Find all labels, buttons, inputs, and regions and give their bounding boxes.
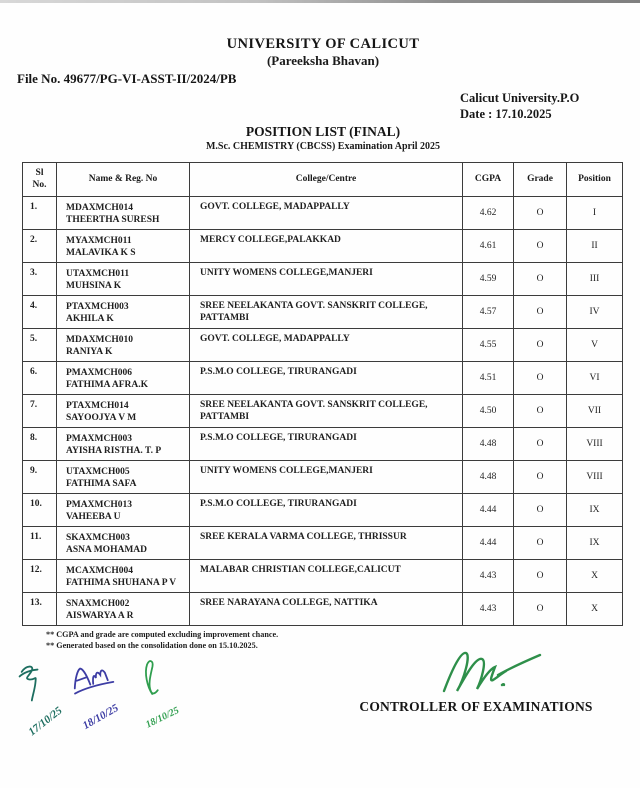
header-college: College/Centre bbox=[190, 163, 463, 197]
college-name: UNITY WOMENS COLLEGE,MANJERI bbox=[200, 268, 373, 278]
college-name: GOVT. COLLEGE, MADAPPALLY bbox=[200, 334, 350, 344]
footnote-consolidation: ** Generated based on the consolidation done on 15.10.2025. bbox=[46, 641, 258, 650]
grade-cell: O bbox=[514, 263, 567, 296]
grade-cell: O bbox=[514, 296, 567, 329]
college-cell bbox=[190, 230, 463, 263]
table-row bbox=[23, 494, 623, 527]
handwritten-initial-2 bbox=[70, 662, 121, 732]
cgpa-cell: 4.48 bbox=[463, 461, 514, 494]
college-cell bbox=[190, 395, 463, 428]
table-row bbox=[23, 296, 623, 329]
table-row bbox=[23, 329, 623, 362]
table-row bbox=[23, 428, 623, 461]
student-name: FATHIMA SHUHANA P V bbox=[66, 578, 177, 588]
cgpa-cell: 4.57 bbox=[463, 296, 514, 329]
student-name: VAHEEBA U bbox=[66, 512, 121, 522]
controller-signature bbox=[436, 641, 546, 706]
college-name: MERCY COLLEGE,PALAKKAD bbox=[200, 235, 341, 245]
cgpa-cell: 4.48 bbox=[463, 428, 514, 461]
reg-no: SNAXMCH002 bbox=[66, 599, 130, 609]
cgpa-cell: 4.62 bbox=[463, 197, 514, 230]
cgpa-cell: 4.61 bbox=[463, 230, 514, 263]
position-cell: X bbox=[567, 560, 623, 593]
grade-cell: O bbox=[514, 461, 567, 494]
signature-icon bbox=[436, 641, 546, 701]
student-name: FATHIMA AFRA.K bbox=[66, 380, 148, 390]
name-reg-cell bbox=[57, 428, 190, 461]
college-name: SREE KERALA VARMA COLLEGE, THRISSUR bbox=[200, 532, 407, 542]
cgpa-cell: 4.59 bbox=[463, 263, 514, 296]
reg-no: UTAXMCH005 bbox=[66, 467, 130, 477]
student-name: AYISHA RISTHA. T. P bbox=[66, 446, 162, 456]
name-reg-cell bbox=[57, 560, 190, 593]
address-date-block bbox=[460, 90, 579, 122]
sl-no-cell: 3. bbox=[23, 263, 57, 296]
initial-scribble-icon bbox=[67, 657, 118, 701]
position-cell: I bbox=[567, 197, 623, 230]
cgpa-cell: 4.51 bbox=[463, 362, 514, 395]
college-cell bbox=[190, 197, 463, 230]
position-cell: X bbox=[567, 593, 623, 626]
college-cell bbox=[190, 560, 463, 593]
position-cell: V bbox=[567, 329, 623, 362]
student-name: ASNA MOHAMAD bbox=[66, 545, 148, 555]
grade-cell: O bbox=[514, 395, 567, 428]
student-name: FATHIMA SAFA bbox=[66, 479, 137, 489]
college-cell bbox=[190, 296, 463, 329]
name-reg-cell bbox=[57, 329, 190, 362]
college-cell bbox=[190, 329, 463, 362]
college-name: SREE NEELAKANTA GOVT. SANSKRIT COLLEGE, PATTAMBI bbox=[200, 400, 428, 422]
name-reg-cell bbox=[57, 494, 190, 527]
sl-no-cell: 7. bbox=[23, 395, 57, 428]
sl-no-cell: 12. bbox=[23, 560, 57, 593]
sl-no-cell: 9. bbox=[23, 461, 57, 494]
grade-cell: O bbox=[514, 560, 567, 593]
file-number: File No. 49677/PG-VI-ASST-II/2024/PB bbox=[17, 71, 237, 86]
initial-scribble-icon bbox=[133, 656, 168, 700]
table-row bbox=[23, 395, 623, 428]
position-table bbox=[22, 162, 623, 626]
sl-no-cell: 11. bbox=[23, 527, 57, 560]
college-cell bbox=[190, 263, 463, 296]
name-reg-cell bbox=[57, 593, 190, 626]
date-line: Date : 17.10.2025 bbox=[460, 107, 552, 121]
table-row bbox=[23, 593, 623, 626]
reg-no: UTAXMCH011 bbox=[66, 269, 130, 279]
sl-no-cell: 2. bbox=[23, 230, 57, 263]
name-reg-cell bbox=[57, 461, 190, 494]
name-reg-cell bbox=[57, 296, 190, 329]
table-row bbox=[23, 527, 623, 560]
college-cell bbox=[190, 461, 463, 494]
cgpa-cell: 4.43 bbox=[463, 593, 514, 626]
sl-no-cell: 6. bbox=[23, 362, 57, 395]
cgpa-cell: 4.43 bbox=[463, 560, 514, 593]
table-row bbox=[23, 263, 623, 296]
sl-no-cell: 1. bbox=[23, 197, 57, 230]
grade-cell: O bbox=[514, 230, 567, 263]
college-cell bbox=[190, 593, 463, 626]
cgpa-cell: 4.44 bbox=[463, 527, 514, 560]
table-body bbox=[23, 197, 623, 626]
grade-cell: O bbox=[514, 329, 567, 362]
student-name: SAYOOJYA V M bbox=[66, 413, 137, 423]
grade-cell: O bbox=[514, 593, 567, 626]
reg-no: PTAXMCH003 bbox=[66, 302, 129, 312]
college-cell bbox=[190, 362, 463, 395]
student-name: MALAVIKA K S bbox=[66, 248, 136, 258]
position-cell: VII bbox=[567, 395, 623, 428]
cgpa-cell: 4.55 bbox=[463, 329, 514, 362]
student-name: RANIYA K bbox=[66, 347, 113, 357]
header-cgpa: CGPA bbox=[463, 163, 514, 197]
name-reg-cell bbox=[57, 230, 190, 263]
header-name-reg: Name & Reg. No bbox=[57, 163, 190, 197]
grade-cell: O bbox=[514, 428, 567, 461]
header-position: Position bbox=[567, 163, 623, 197]
college-name: P.S.M.O COLLEGE, TIRURANGADI bbox=[200, 499, 357, 509]
table-header-row bbox=[23, 163, 623, 197]
reg-no: PMAXMCH013 bbox=[66, 500, 132, 510]
footnote-cgpa: ** CGPA and grade are computed excluding improvement chance. bbox=[46, 630, 279, 639]
reg-no: MCAXMCH004 bbox=[66, 566, 134, 576]
initial-date: 17/10/25 bbox=[26, 704, 65, 739]
position-cell: VIII bbox=[567, 428, 623, 461]
college-name: GOVT. COLLEGE, MADAPPALLY bbox=[200, 202, 350, 212]
initial-scribble-icon bbox=[10, 659, 54, 706]
scan-edge-artifact bbox=[0, 0, 640, 3]
grade-cell: O bbox=[514, 197, 567, 230]
reg-no: PMAXMCH003 bbox=[66, 434, 132, 444]
table-row bbox=[23, 461, 623, 494]
position-cell: II bbox=[567, 230, 623, 263]
initial-date: 18/10/25 bbox=[144, 705, 181, 731]
college-name: P.S.M.O COLLEGE, TIRURANGADI bbox=[200, 433, 357, 443]
grade-cell: O bbox=[514, 362, 567, 395]
footnotes bbox=[46, 629, 278, 651]
position-cell: IX bbox=[567, 494, 623, 527]
cgpa-cell: 4.50 bbox=[463, 395, 514, 428]
college-name: UNITY WOMENS COLLEGE,MANJERI bbox=[200, 466, 373, 476]
student-name: AKHILA K bbox=[66, 314, 114, 324]
student-name: THEERTHA SURESH bbox=[66, 215, 160, 225]
reg-no: MDAXMCH014 bbox=[66, 203, 134, 213]
position-cell: III bbox=[567, 263, 623, 296]
reg-no: SKAXMCH003 bbox=[66, 533, 130, 543]
document-subtitle: M.Sc. CHEMISTRY (CBCSS) Examination April 2025 bbox=[205, 141, 441, 152]
table-row bbox=[23, 362, 623, 395]
controller-label: CONTROLLER OF EXAMINATIONS bbox=[359, 699, 593, 714]
student-name: MUHSINA K bbox=[66, 281, 122, 291]
reg-no: PMAXMCH006 bbox=[66, 368, 132, 378]
name-reg-cell bbox=[57, 197, 190, 230]
header-sl-no: Sl No. bbox=[23, 163, 57, 197]
name-reg-cell bbox=[57, 362, 190, 395]
document-title: POSITION LIST (FINAL) bbox=[245, 124, 401, 139]
university-title: UNIVERSITY OF CALICUT bbox=[226, 36, 420, 52]
table-row bbox=[23, 560, 623, 593]
position-cell: VIII bbox=[567, 461, 623, 494]
name-reg-cell bbox=[57, 395, 190, 428]
cgpa-cell: 4.44 bbox=[463, 494, 514, 527]
handwritten-initial-3 bbox=[136, 658, 181, 731]
header-grade: Grade bbox=[514, 163, 567, 197]
table-row bbox=[23, 230, 623, 263]
sl-no-cell: 5. bbox=[23, 329, 57, 362]
po-address: Calicut University.P.O bbox=[460, 91, 580, 105]
reg-no: PTAXMCH014 bbox=[66, 401, 129, 411]
initial-date: 18/10/25 bbox=[80, 702, 121, 732]
table-row bbox=[23, 197, 623, 230]
name-reg-cell bbox=[57, 263, 190, 296]
sl-no-cell: 8. bbox=[23, 428, 57, 461]
college-cell bbox=[190, 428, 463, 461]
sl-no-cell: 13. bbox=[23, 593, 57, 626]
position-cell: IX bbox=[567, 527, 623, 560]
sl-no-cell: 10. bbox=[23, 494, 57, 527]
college-cell bbox=[190, 527, 463, 560]
position-cell: VI bbox=[567, 362, 623, 395]
university-subtitle: (Pareeksha Bhavan) bbox=[266, 53, 380, 68]
reg-no: MYAXMCH011 bbox=[66, 236, 132, 246]
sl-no-cell: 4. bbox=[23, 296, 57, 329]
college-cell bbox=[190, 494, 463, 527]
handwritten-initial-1 bbox=[14, 662, 65, 739]
name-reg-cell bbox=[57, 527, 190, 560]
college-name: SREE NARAYANA COLLEGE, NATTIKA bbox=[200, 598, 378, 608]
college-name: MALABAR CHRISTIAN COLLEGE,CALICUT bbox=[200, 565, 401, 575]
grade-cell: O bbox=[514, 494, 567, 527]
grade-cell: O bbox=[514, 527, 567, 560]
college-name: P.S.M.O COLLEGE, TIRURANGADI bbox=[200, 367, 357, 377]
college-name: SREE NEELAKANTA GOVT. SANSKRIT COLLEGE, PATTAMBI bbox=[200, 301, 428, 323]
position-cell: IV bbox=[567, 296, 623, 329]
reg-no: MDAXMCH010 bbox=[66, 335, 134, 345]
student-name: AISWARYA A R bbox=[66, 611, 134, 621]
